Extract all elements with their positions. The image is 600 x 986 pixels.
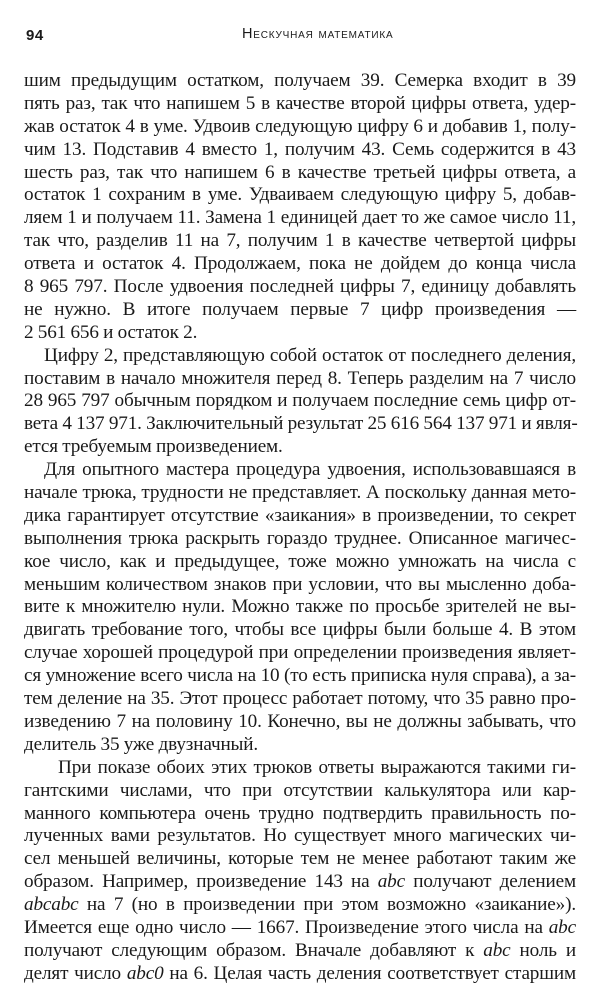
text-line: Для опытного мастера процедура удвоения, использовавшаяся в [44,459,576,481]
text-line: ответа и остаток 4. Продолжаем, пока не дойдем до конца числа [24,253,576,275]
text-line: гантскими числами, что при отсутствии калькулятора или кар- [24,779,576,801]
text-line: Цифру 2, представляющую собой остаток от последнего деления, [44,344,576,366]
text-line: двигать требование того, чтобы все цифры были больше 4. В этом [24,619,576,641]
text-line: манного компьютера очень трудно подтвердить правильность по- [24,802,576,824]
text-line: делят число abc0 на 6. Целая часть деления соответствует старшим [24,962,576,984]
text-line: abcabc на 7 (но в произведении при этом возможно «заикание»). [24,894,576,916]
running-head: Нескучная математика [242,26,394,42]
text-line: меньшим количеством знаков при условии, что вы мысленно доба- [24,573,576,595]
page-number: 94 [26,27,44,44]
text-line: выполнения трюка раскрыть гораздо труднее. Описанное магичес- [24,527,576,549]
text-line: изведению 7 на половину 10. Конечно, вы не должны забывать, что [24,710,576,732]
book-page [24,0,578,984]
text-line: ся умножение всего числа на 10 (то есть приписка нуля справа), а за- [24,665,576,687]
text-line: начале трюка, трудности не представляет. А поскольку данная мето- [24,482,576,504]
text-line: 28 965 797 обычным порядком и получаем последние семь цифр от- [24,390,576,412]
text-line: пять раз, так что напишем 5 в качестве второй цифры ответа, удер- [24,92,576,114]
text-line: получают следующим образом. Вначале добавляют к abc ноль и [24,939,576,961]
text-line: так что, разделив 11 на 7, получим 1 в качестве четвертой цифры [24,230,576,252]
math-variable: abc [548,916,576,938]
text-line: поставим в начало множителя перед 8. Теперь разделим на 7 число [24,367,576,389]
text-line: случае хорошей процедурой при определении произведения являет- [24,642,576,664]
page-header [24,0,576,52]
text-line: вета 4 137 971. Заключительный результат 25 616 564 137 971 и явля- [24,413,578,435]
text-line: При показе обоих этих трюков ответы выражаются такими ги- [58,756,576,778]
math-variable: abc [483,939,511,961]
text-line: сел меньшей величины, которые тем не менее работают таким же [24,848,576,870]
text-line: не нужно. В итоге получаем первые 7 цифр произведения — [24,298,576,320]
text-line: 2 561 656 и остаток 2. [24,321,198,343]
text-line: делитель 35 уже двузначный. [24,733,259,755]
text-line: 8 965 797. После удвоения последней цифры 7, единицу добавлять [24,276,576,298]
text-line: дика гарантирует отсутствие «заикания» в произведении, то секрет [24,504,576,526]
text-line: ется требуемым произведением. [24,436,283,458]
text-line: вите к множителю нули. Можно также по просьбе зрителей не вы- [24,596,576,618]
math-variable: abc0 [126,962,164,984]
text-line: остаток 1 сохраним в уме. Удваиваем следующую цифру 5, добав- [24,184,576,206]
body-text [24,70,576,986]
text-line: жав остаток 4 в уме. Удвоив следующую цифру 6 и добавив 1, полу- [24,115,576,137]
math-variable: abc [377,871,405,893]
text-line: ляем 1 и получаем 11. Замена 1 единицей дает то же самое число 11, [24,207,576,229]
text-line: Имеется еще одно число — 1667. Произведение этого числа на abc [24,916,576,938]
text-line: шесть раз, так что напишем 6 в качестве третьей цифры ответа, а [24,161,576,183]
text-line: кое число, как и предыдущее, тоже можно умножать на числа с [24,550,576,572]
text-line: чим 13. Подставив 4 вместо 1, получим 43. Семь содержится в 43 [24,138,576,160]
math-variable: abcabc [24,894,79,916]
text-line: лученных вами результатов. Но существует много магических чи- [24,825,576,847]
text-line: шим предыдущим остатком, получаем 39. Семерка входит в 39 [24,70,576,91]
text-line: тем деление на 35. Этот процесс работает потому, что 35 равно про- [24,688,576,710]
text-line: образом. Например, произведение 143 на abc получают делением [24,871,576,893]
